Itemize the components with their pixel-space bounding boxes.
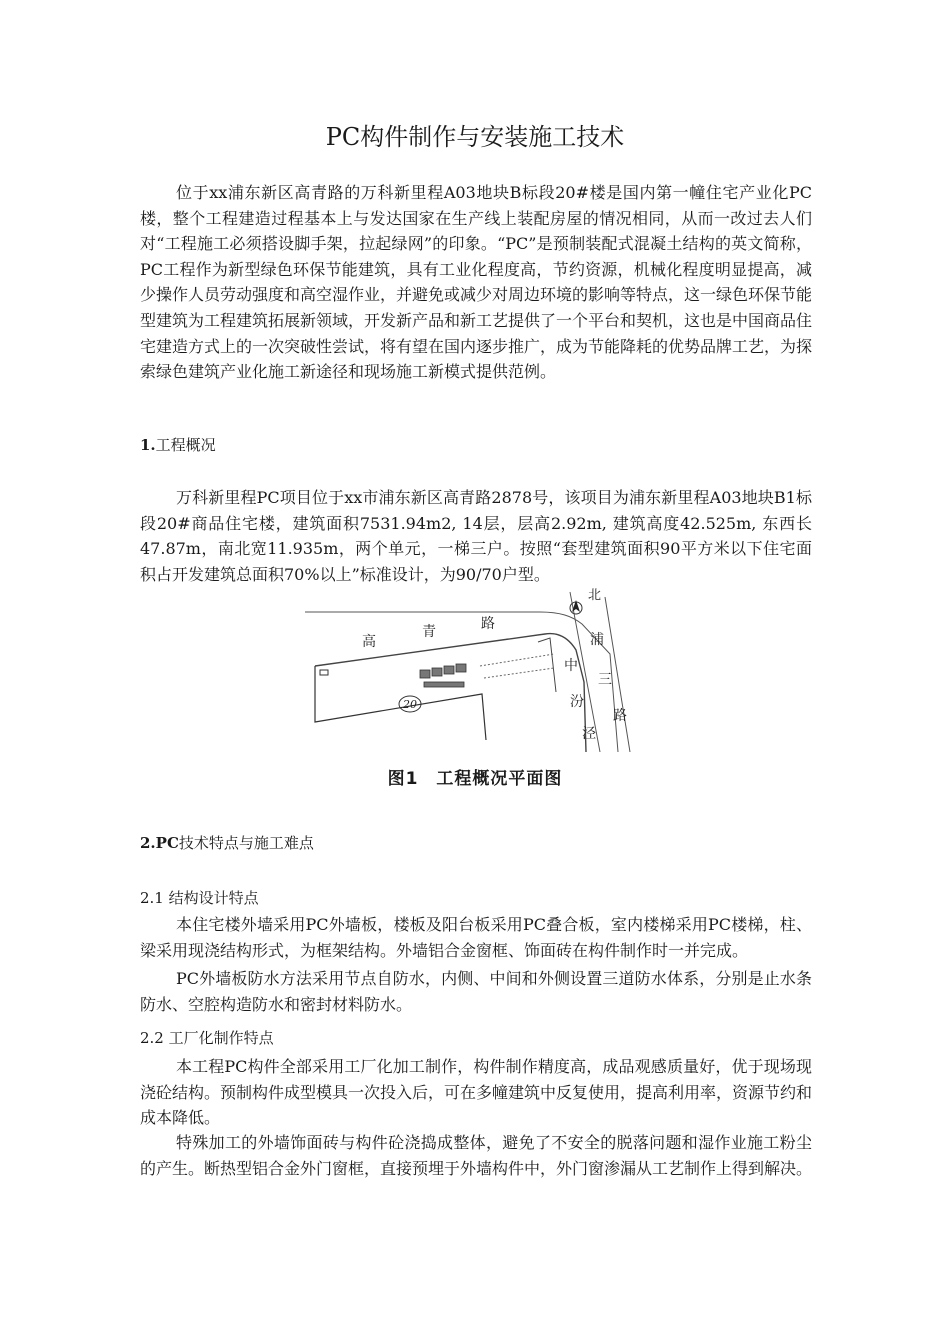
building-number-label: 20 xyxy=(403,698,417,711)
gate-mark xyxy=(320,670,328,675)
site-boundary xyxy=(315,666,486,740)
subsection-2-1-paragraph-1: 本住宅楼外墙采用PC外墙板，楼板及阳台板采用PC叠合板，室内楼梯采用PC楼梯，柱、梁采用现浇结构形式，为框架结构。外墙铝合金窗框、饰面砖在构件制作时一并完成。 xyxy=(140,915,812,960)
section-1-heading xyxy=(140,433,812,457)
section-1-title: 工程概况 xyxy=(155,436,216,454)
road-label-gao: 高 xyxy=(362,634,376,650)
subsection-2-2-heading: 2.2 工厂化制作特点 xyxy=(140,1029,274,1047)
fence-line-1 xyxy=(480,654,554,666)
canal-label-jing: 泾 xyxy=(582,726,596,742)
road-label-qing: 青 xyxy=(422,624,436,640)
page-title: PC构件制作与安装施工技术 xyxy=(325,123,625,151)
section-2-heading xyxy=(140,831,812,855)
canal-label-zhong: 中 xyxy=(564,658,578,674)
road-label-san: 三 xyxy=(598,672,612,688)
north-label: 北 xyxy=(588,588,602,603)
figure-caption: 图1 工程概况平面图 xyxy=(387,769,563,789)
section-1-body: 万科新里程PC项目位于xx市浦东新区高青路2878号，该项目为浦东新里程A03地块B1标段20#商品住宅楼，建筑面积7531.94m2, 14层，层高2.92m, 建筑高度42.525m, 东西长47.87m，南北宽11.935m，两个单元，一梯三户。按照“套型建筑面积90平方米以下住宅面积占开发建筑总面积70%以上”标准设计，为90/70户型。 xyxy=(140,488,812,584)
building-20 xyxy=(420,664,466,687)
north-arrow-pointer xyxy=(572,600,580,612)
subsection-2-2-paragraph-1: 本工程PC构件全部采用工厂化加工制作，构件制作精度高，成品观感质量好，优于现场现浇砼结构。预制构件成型模具一次投入后，可在多幢建筑中反复使用，提高利用率，资源节约和成本降低。 xyxy=(140,1057,813,1128)
road-label-pu: 浦 xyxy=(590,632,604,648)
subsection-2-1-paragraph-2: PC外墙板防水方法采用节点自防水，内侧、中间和外侧设置三道防水体系，分别是止水条防水、空腔构造防水和密封材料防水。 xyxy=(140,969,812,1014)
section-2-title: 技术特点与施工难点 xyxy=(178,834,314,852)
site-plan-figure xyxy=(300,582,650,752)
section-2-number: 2.PC xyxy=(140,834,179,852)
subsection-2-2-paragraph-2: 特殊加工的外墙饰面砖与构件砼浇捣成整体，避免了不安全的脱落问题和湿作业施工粉尘的产生。断热型铝合金外门窗框，直接预埋于外墙构件中，外门窗渗漏从工艺制作上得到解决。 xyxy=(140,1133,813,1178)
site-boundary-east xyxy=(538,638,556,692)
fence-line-2 xyxy=(484,668,554,678)
canal-label-fen: 汾 xyxy=(570,694,584,710)
subsection-2-1-heading: 2.1 结构设计特点 xyxy=(140,889,259,907)
road-edge-south xyxy=(315,634,586,752)
road-label-lu-1: 路 xyxy=(481,616,495,632)
section-1-number: 1. xyxy=(140,436,156,454)
intro-paragraph: 位于xx浦东新区高青路的万科新里程A03地块B标段20#楼是国内第一幢住宅产业化PC楼，整个工程建造过程基本上与发达国家在生产线上装配房屋的情况相同，从而一改过去人们对“工程施工必须搭设脚手架，拉起绿网”的印象。“PC”是预制装配式混凝土结构的英文简称，PC工程作为新型绿色环保节能建筑，具有工业化程度高，节约资源，机械化程度明显提高，减少操作人员劳动强度和高空湿作业，并避免或减少对周边环境的影响等特点，这一绿色环保节能型建筑为工程建筑拓展新领域，开发新产品和新工艺提供了一个平台和契机，这也是中国商品住宅建造方式上的一次突破性尝试，将有望在国内逐步推广，成为节能降耗的优势品牌工艺，为探索绿色建筑产业化施工新途径和现场施工新模式提供范例。 xyxy=(140,183,813,382)
road-label-lu-2: 路 xyxy=(613,708,627,724)
